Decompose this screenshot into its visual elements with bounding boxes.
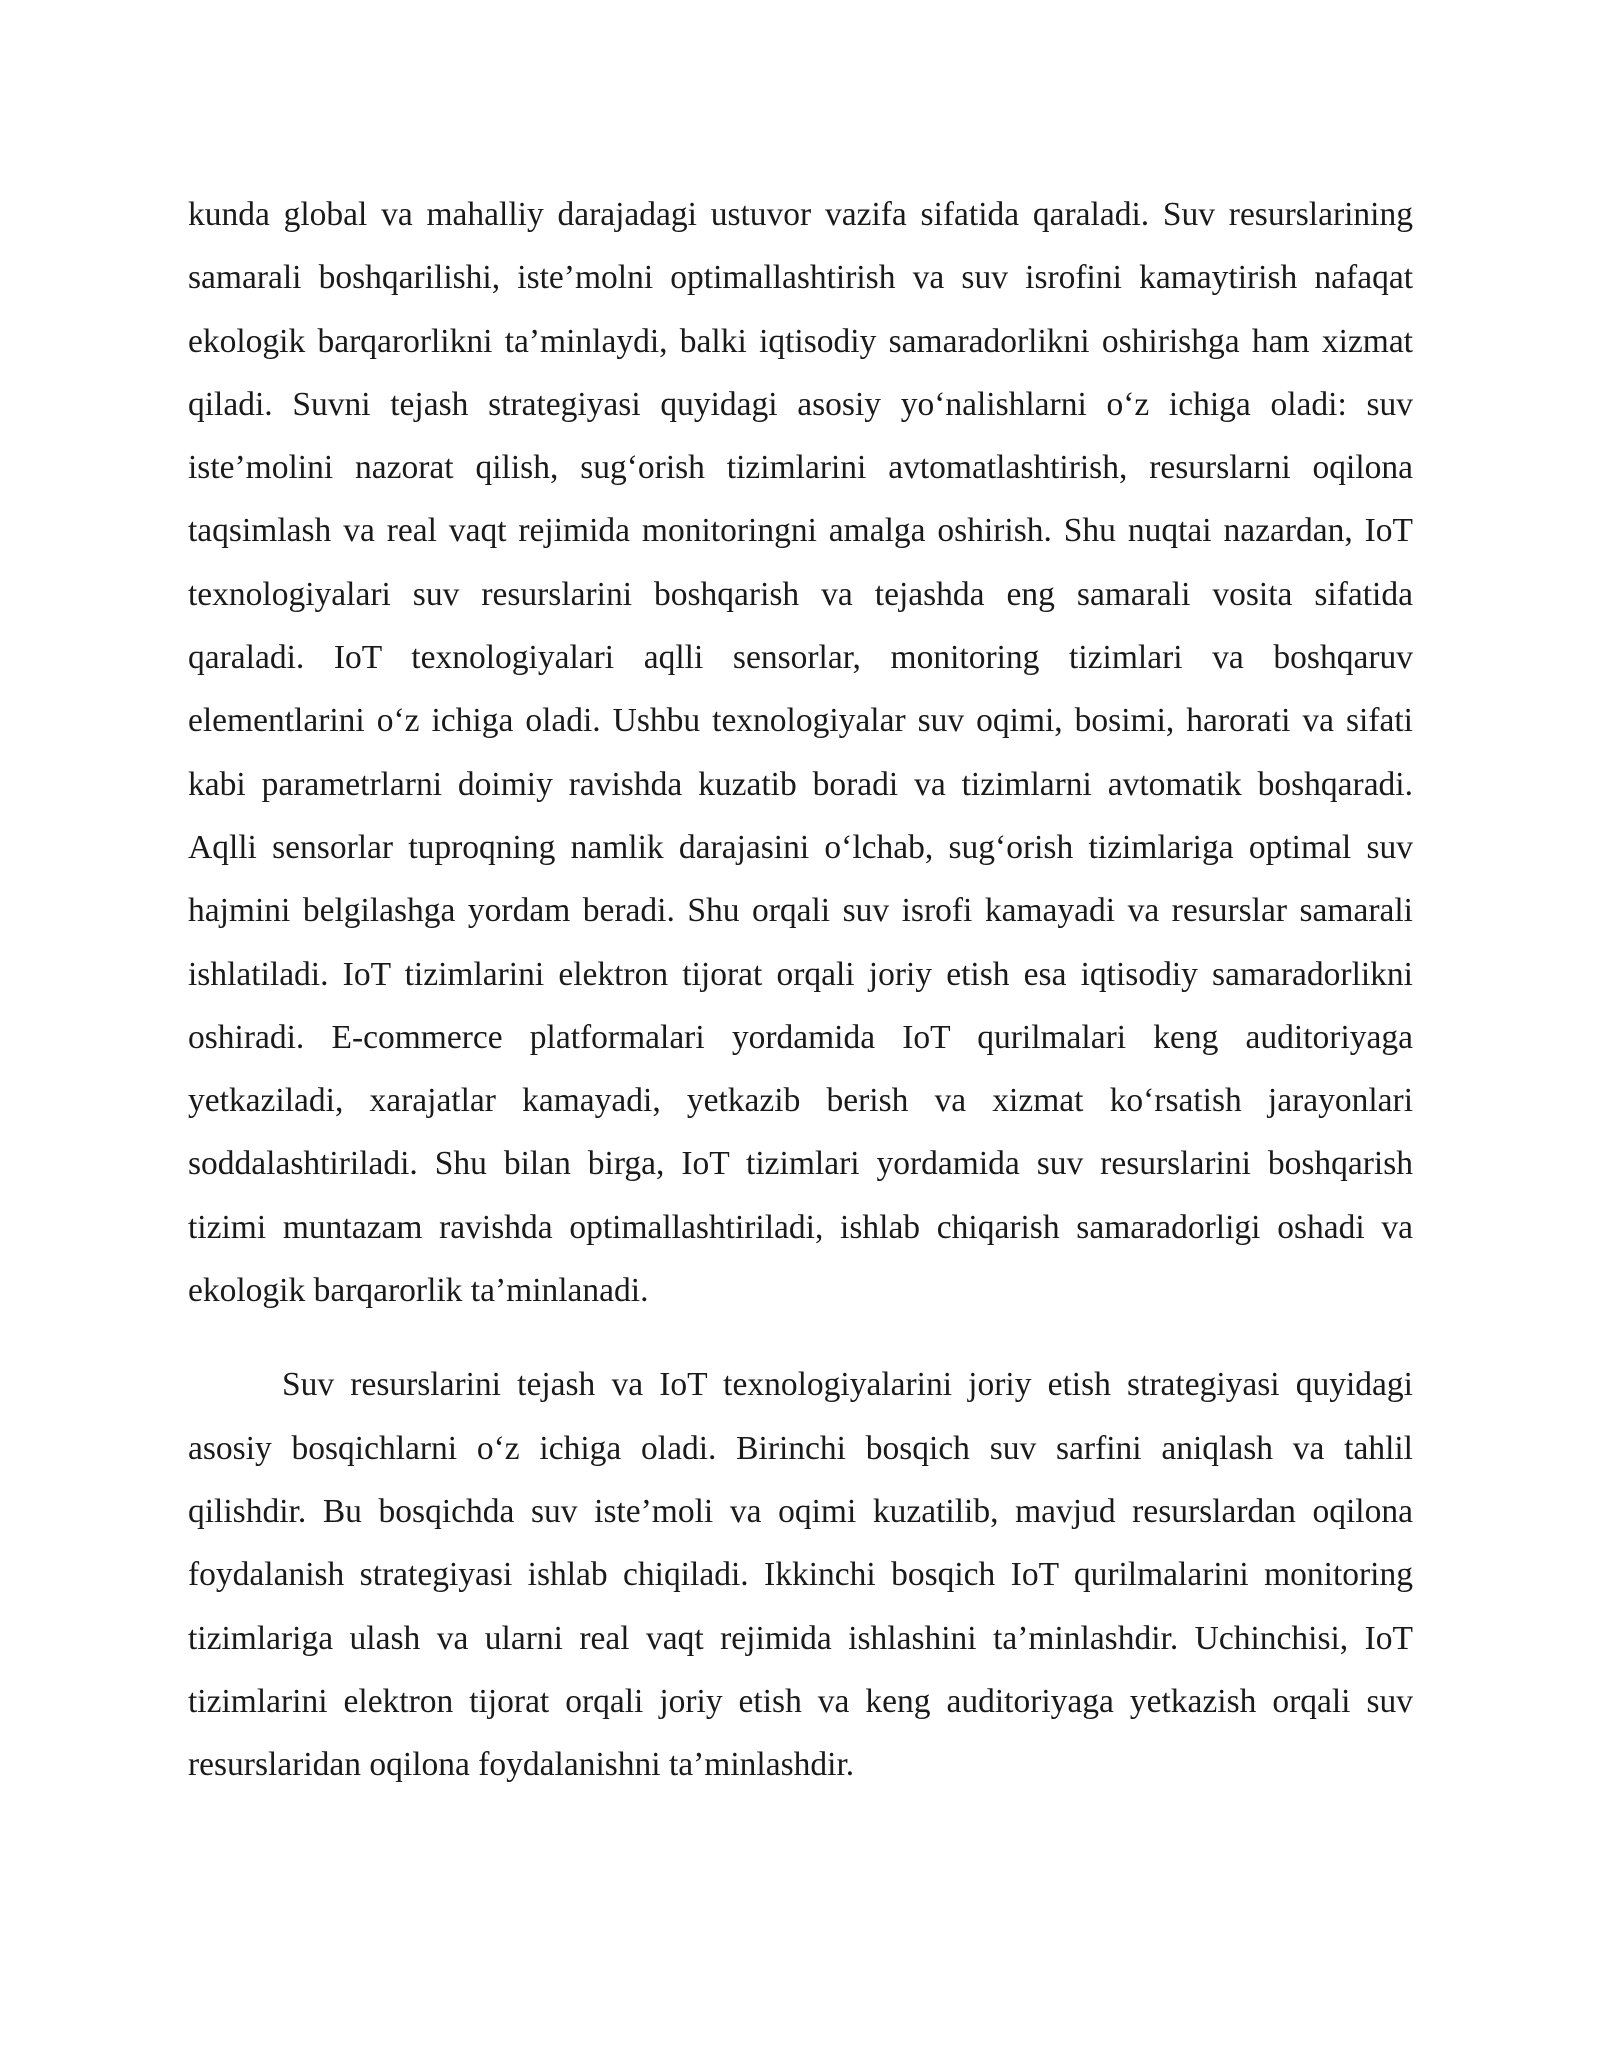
paragraph-1: kunda global va mahalliy darajadagi ustuvor vazifa sifatida qaraladi. Suv resurslarining samarali boshqarilishi, iste’molni optimallashtirish va suv isrofini kamaytirish nafaqat ekologik barqarorlikni ta’minlaydi, balki iqtisodiy samaradorlikni oshirishga ham xizmat qiladi. Suvni tejash strategiyasi quyidagi asosiy yo‘nalishlarni o‘z ichiga oladi: suv iste’molini nazorat qilish, sug‘orish tizimlarini avtomatlashtirish, resurslarni oqilona taqsimlash va real vaqt rejimida monitoringni amalga oshirish. Shu nuqtai nazardan, IoT texnologiyalari suv resurslarini boshqarish va tejashda eng samarali vosita sifatida qaraladi. IoT texnologiyalari aqlli sensorlar, monitoring tizimlari va boshqaruv elementlarini o‘z ichiga oladi. Ushbu texnologiyalar suv oqimi, bosimi, harorati va sifati kabi parametrlarni doimiy ravishda kuzatib boradi va tizimlarni avtomatik boshqaradi. Aqlli sensorlar tuproqning namlik darajasini o‘lchab, sug‘orish tizimlariga optimal suv hajmini belgilashga yordam beradi. Shu orqali suv isrofi kamayadi va resurslar samarali ishlatiladi. IoT tizimlarini elektron tijorat orqali joriy etish esa iqtisodiy samaradorlikni oshiradi. E-commerce platformalari yordamida IoT qurilmalari keng auditoriyaga yetkaziladi, xarajatlar kamayadi, yetkazib berish va xizmat ko‘rsatish jarayonlari soddalashtiriladi. Shu bilan birga, IoT tizimlari yordamida suv resurslarini boshqarish tizimi muntazam ravishda optimallashtiriladi, ishlab chiqarish samaradorligi oshadi va ekologik barqarorlik ta’minlanadi. [188,196,1413,1310]
paragraph-2: Suv resurslarini tejash va IoT texnologiyalarini joriy etish strategiyasi quyidagi asosiy bosqichlarni o‘z ichiga oladi. Birinchi bosqich suv sarfini aniqlash va tahlil qilishdir. Bu bosqichda suv iste’moli va oqimi kuzatilib, mavjud resurslardan oqilona foydalanish strategiyasi ishlab chiqiladi. Ikkinchi bosqich IoT qurilmalarini monitoring tizimlariga ulash va ularni real vaqt rejimida ishlashini ta’minlashdir. Uchinchisi, IoT tizimlarini elektron tijorat orqali joriy etish va keng auditoriyaga yetkazish orqali suv resurslaridan oqilona foydalanishni ta’minlashdir. [188,1366,1413,1784]
body-text [188,183,1413,1796]
